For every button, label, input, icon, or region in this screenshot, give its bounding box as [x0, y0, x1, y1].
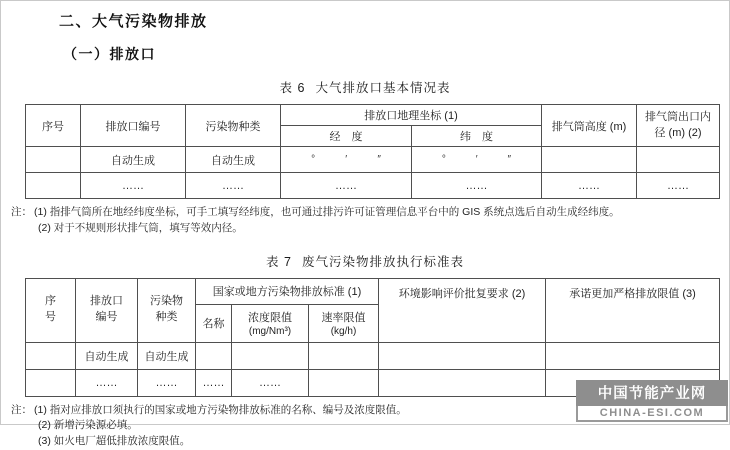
t6-cell-outlet-no: ……	[81, 173, 186, 199]
t6-row-more	[26, 173, 720, 199]
t7-cell-std-name	[196, 342, 232, 369]
t7-header-std-name: 名称	[196, 304, 232, 342]
t6-row-auto	[26, 147, 720, 173]
t6-cell-stack-height	[542, 147, 637, 173]
t7-header-seq: 序号	[26, 278, 76, 342]
subsection-heading: （一）排放口	[63, 46, 156, 62]
minute-symbol: ′	[475, 154, 478, 165]
t6-cell-stack-diameter	[637, 147, 720, 173]
second-symbol: ″	[377, 154, 381, 165]
t7-header-commitment: 承诺更加严格排放限值 (3)	[546, 278, 720, 342]
t6-cell-stack-height: ……	[542, 173, 637, 199]
table6-notes	[11, 205, 729, 237]
t7-cell-outlet-no: ……	[76, 369, 138, 396]
section-heading: 二、大气污染物排放	[59, 13, 208, 30]
t6-header-geo-coords: 排放口地理坐标 (1)	[281, 105, 542, 126]
t7-cell-std-name: ……	[196, 369, 232, 396]
t6-cell-latitude-dms	[412, 147, 542, 173]
notes-prefix: 注：	[11, 403, 32, 416]
table7-title-label: 表 7	[266, 254, 292, 269]
t7-cell-rate-limit	[309, 342, 379, 369]
t7-row-auto	[26, 342, 720, 369]
table7-note-2: (2) 新增污染源必填。	[38, 419, 138, 432]
table7-title-text: 废气污染物排放执行标准表	[301, 254, 464, 269]
t6-header-seq: 序号	[26, 105, 81, 147]
table7-emission-standards	[25, 278, 720, 397]
t7-cell-conc-limit: ……	[232, 369, 309, 396]
table6-title-label: 表 6	[279, 81, 306, 95]
t6-header-longitude: 经 度	[281, 126, 412, 147]
t6-header-stack-diameter: 排气筒出口内径 (m) (2)	[637, 105, 720, 147]
t6-header-stack-height: 排气筒高度 (m)	[542, 105, 637, 147]
t7-header-standard-group: 国家或地方污染物排放标准 (1)	[196, 278, 379, 304]
table6-title-text: 大气排放口基本情况表	[315, 81, 451, 95]
t6-cell-stack-diameter: ……	[637, 173, 720, 199]
table6-note-1: 注： (1) 指排气筒所在地经纬度坐标，可手工填写经纬度，也可通过排污许可证管理信息平台中的 GIS 系统点选后自动生成经纬度。	[11, 206, 620, 218]
degree-symbol: °	[441, 154, 446, 165]
table7-note-3: (3) 如火电厂超低排放浓度限值。	[38, 435, 191, 447]
t7-header-eia-requirement: 环境影响评价批复要求 (2)	[379, 278, 546, 342]
t6-cell-seq	[26, 173, 81, 199]
conc-limit-unit: (mg/Nm³)	[248, 326, 292, 337]
t6-cell-longitude-dms	[281, 147, 412, 173]
t6-cell-longitude: ……	[281, 173, 412, 199]
t6-header-outlet-no: 排放口编号	[81, 105, 186, 147]
table7-note-1: 注： (1) 指对应排放口须执行的国家或地方污染物排放标准的名称、编号及浓度限值。	[11, 403, 407, 416]
t7-cell-conc-limit	[232, 342, 309, 369]
rate-limit-unit: (kg/h)	[330, 326, 357, 337]
t6-header-latitude: 纬 度	[412, 126, 542, 147]
t7-cell-pollutant-type: 自动生成	[138, 342, 196, 369]
t7-header-pollutant-type: 污染物种类	[138, 278, 196, 342]
t6-cell-latitude: ……	[412, 173, 542, 199]
t7-cell-eia	[379, 369, 546, 396]
watermark	[576, 380, 728, 422]
t7-header-rate-limit: 速率限值 (kg/h)	[309, 304, 379, 342]
t7-cell-pollutant-type: ……	[138, 369, 196, 396]
table7-title	[1, 252, 729, 270]
minute-symbol: ′	[345, 154, 348, 165]
t6-cell-pollutant-type: ……	[186, 173, 281, 199]
t7-cell-outlet-no: 自动生成	[76, 342, 138, 369]
t6-cell-pollutant-type: 自动生成	[186, 147, 281, 173]
t6-header-pollutant-type: 污染物种类	[186, 105, 281, 147]
t7-cell-seq	[26, 342, 76, 369]
t7-cell-seq	[26, 369, 76, 396]
table6-title	[1, 78, 729, 96]
t7-header-outlet-no: 排放口编号	[76, 278, 138, 342]
t7-cell-eia	[379, 342, 546, 369]
degree-symbol: °	[311, 154, 316, 165]
table6-outlet-basic-info	[25, 104, 720, 199]
t7-header-conc-limit: 浓度限值 (mg/Nm³)	[232, 304, 309, 342]
t7-cell-commitment	[546, 342, 720, 369]
notes-prefix: 注：	[11, 206, 32, 218]
t6-cell-outlet-no: 自动生成	[81, 147, 186, 173]
t6-cell-seq	[26, 147, 81, 173]
second-symbol: ″	[507, 154, 512, 165]
watermark-site-name: 中国节能产业网	[576, 380, 728, 406]
t7-cell-rate-limit	[309, 369, 379, 396]
table6-note-2: (2) 对于不规则形状排气筒，填写等效内径。	[38, 221, 243, 234]
watermark-site-url: CHINA-ESI.COM	[576, 406, 728, 422]
